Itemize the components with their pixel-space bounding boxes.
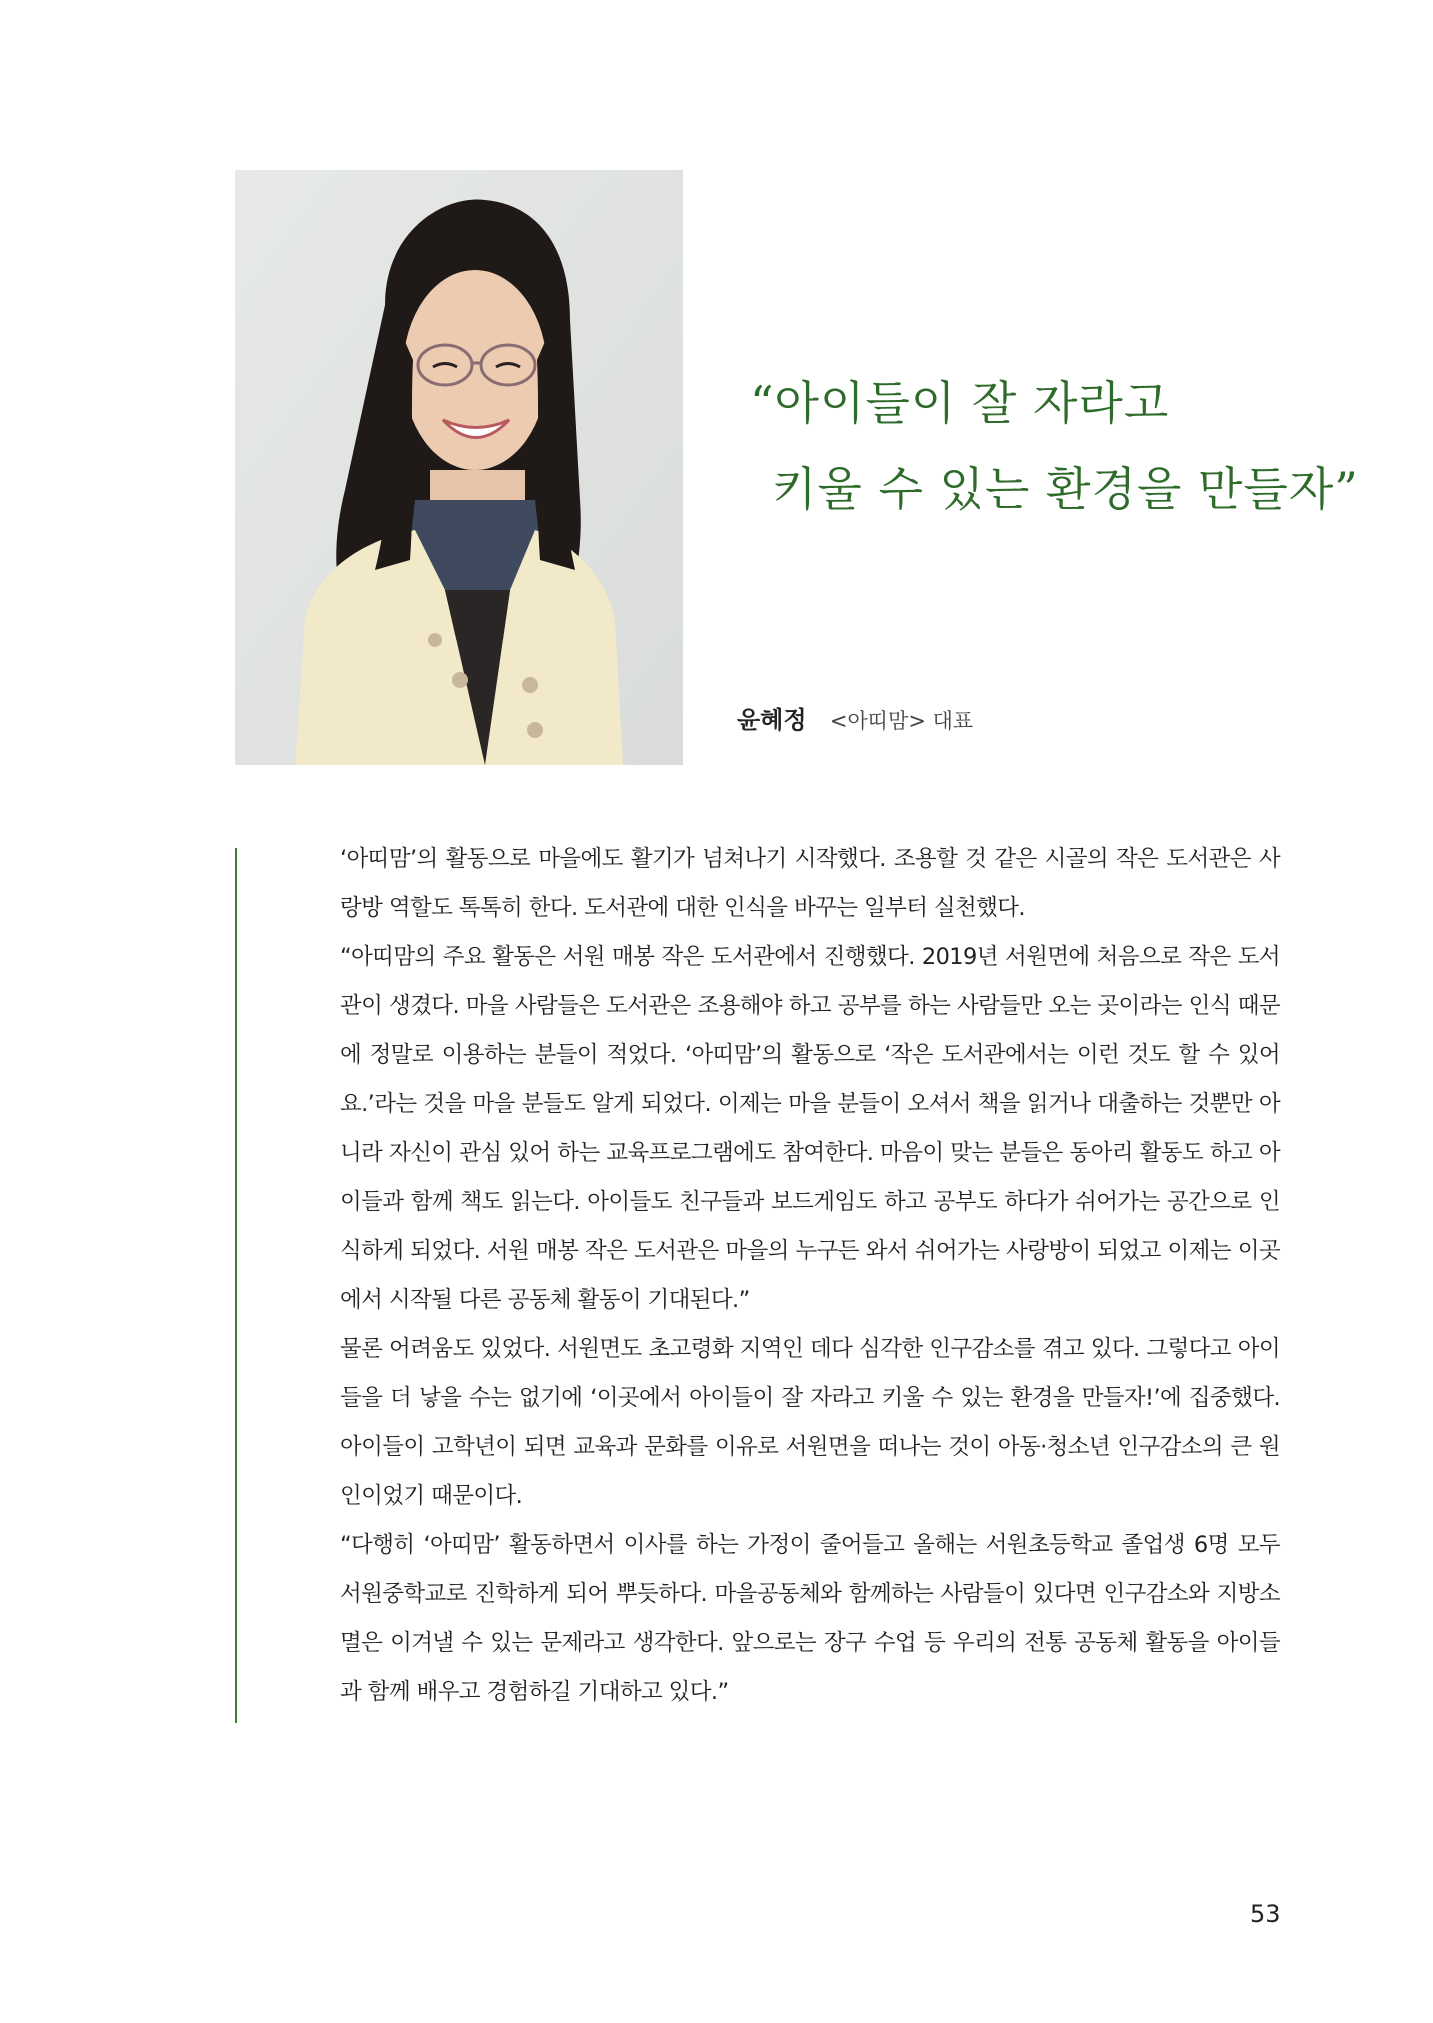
paragraph-2: “아띠맘의 주요 활동은 서원 매봉 작은 도서관에서 진행했다. 2019년 서원면에 처음으로 작은 도서관이 생겼다. 마을 사람들은 도서관은 조용해야 하고 공부를 하는 사람들만 오는 곳이라는 인식 때문에 정말로 이용하는 분들이 적었다. ‘아띠맘’의 활동으로 ‘작은 도서관에서는 이런 것도 할 수 있어요.’라는 것을 마을 분들도 알게 되었다. 이제는 마을 분들이 오셔서 책을 읽거나 대출하는 것뿐만 아니라 자신이 관심 있어 하는 교육프로그램에도 참여한다. 마음이 맞는 분들은 동아리 활동도 하고 아이들과 함께 책도 읽는다. 아이들도 친구들과 보드게임도 하고 공부도 하다가 쉬어가는 공간으로 인식하게 되었다. 서원 매봉 작은 도서관은 마을의 누구든 와서 쉬어가는 사랑방이 되었고 이제는 이곳에서 시작될 다른 공동체 활동이 기대된다.” [340,944,1280,1313]
paragraph-4: “다행히 ‘아띠맘’ 활동하면서 이사를 하는 가정이 줄어들고 올해는 서원초등학교 졸업생 6명 모두 서원중학교로 진학하게 되어 뿌듯하다. 마을공동체와 함께하는 사람들이 있다면 인구감소와 지방소멸은 이겨낼 수 있는 문제라고 생각한다. 앞으로는 장구 수업 등 우리의 전통 공동체 활동을 아이들과 함께 배우고 경험하길 기대하고 있다.” [340,1532,1280,1705]
byline [737,700,973,735]
author-name: 윤혜정 [737,706,807,734]
paragraph-1: ‘아띠맘’의 활동으로 마을에도 활기가 넘쳐나기 시작했다. 조용할 것 같은 시골의 작은 도서관은 사랑방 역할도 톡톡히 한다. 도서관에 대한 인식을 바꾸는 일부터 실천했다. [340,846,1280,921]
article-body [340,835,1280,1717]
headline-quote [750,360,1390,532]
author-role: <아띠맘> 대표 [829,709,974,733]
page-number: 53 [1250,1900,1281,1928]
portrait-photo [235,170,683,765]
paragraph-3: 물론 어려움도 있었다. 서원면도 초고령화 지역인 데다 심각한 인구감소를 겪고 있다. 그렇다고 아이들을 더 낳을 수는 없기에 ‘이곳에서 아이들이 잘 자라고 키울 수 있는 환경을 만들자!’에 집중했다. 아이들이 고학년이 되면 교육과 문화를 이유로 서원면을 떠나는 것이 아동·청소년 인구감소의 큰 원인이었기 때문이다. [340,1336,1280,1509]
headline-line-2: 키울 수 있는 환경을 만들자” [772,462,1359,516]
headline-line-1: “아이들이 잘 자라고 [750,376,1170,430]
accent-bar [235,848,237,1723]
